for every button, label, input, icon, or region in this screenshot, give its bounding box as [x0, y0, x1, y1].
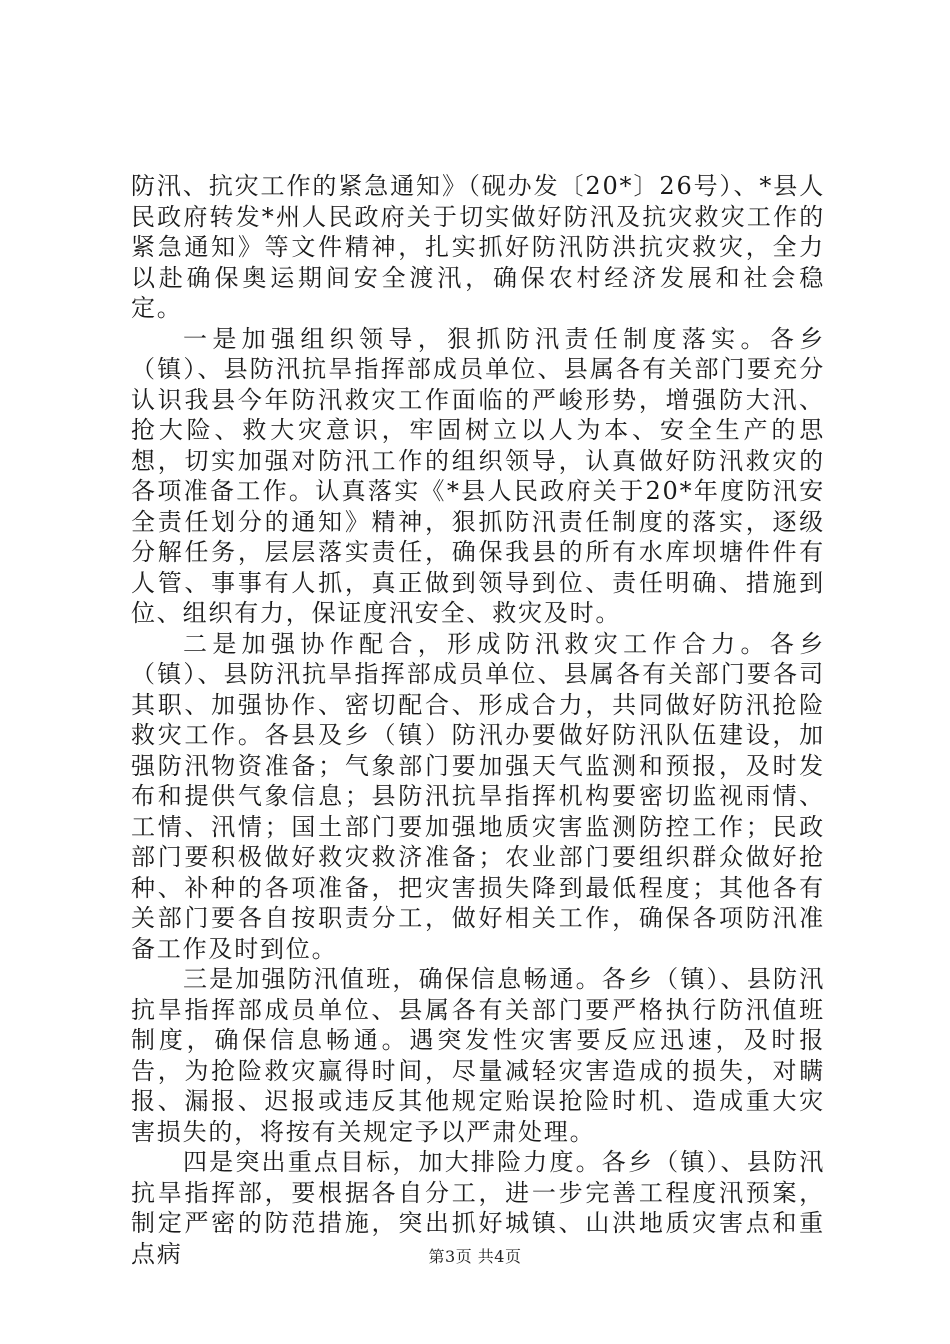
- paragraph-coordination: 二是加强协作配合，形成防汛救灾工作合力。各乡（镇）、县防汛抗旱指挥部成员单位、县属各有关部门要各司其职、加强协作、密切配合、形成合力，共同做好防汛抢险救灾工作。各县及乡（镇）防汛办要做好防汛队伍建设，加强防汛物资准备；气象部门要加强天气监测和预报，及时发布和提供气象信息；县防汛抗旱指挥机构要密切监视雨情、工情、汛情；国土部门要加强地质灾害监测防控工作；民政部门要积极做好救灾救济准备；农业部门要组织群众做好抢种、补种的各项准备，把灾害损失降到最低程度；其他各有关部门要各自按职责分工，做好相关工作，确保各项防汛准备工作及时到位。: [131, 629, 825, 963]
- paragraph-key-targets: 四是突出重点目标，加大排险力度。各乡（镇）、县防汛抗旱指挥部，要根据各自分工，进一步完善工程度汛预案，制定严密的防范措施，突出抓好城镇、山洪地质灾害点和重点病: [131, 1148, 825, 1268]
- page-number-footer: 第3页 共4页: [428, 1247, 522, 1266]
- paragraph-organization-leadership: 一是加强组织领导，狠抓防汛责任制度落实。各乡（镇）、县防汛抗旱指挥部成员单位、县属各有关部门要充分认识我县今年防汛救灾工作面临的严峻形势，增强防大汛、抢大险、救大灾意识，牢固树立以人为本、安全生产的思想，切实加强对防汛工作的组织领导，认真做好防汛救灾的各项准备工作。认真落实《*县人民政府关于20*年度防汛安全责任划分的通知》精神，狠抓防汛责任制度的落实，逐级分解任务，层层落实责任，确保我县的所有水库坝塘件件有人管、事事有人抓，真正做到领导到位、责任明确、措施到位、组织有力，保证度汛安全、救灾及时。: [131, 324, 825, 627]
- document-body: [131, 171, 825, 1269]
- paragraph-continuation: 防汛、抗灾工作的紧急通知》（砚办发〔20*〕26号）、*县人民政府转发*州人民政府关于切实做好防汛及抗灾救灾工作的紧急通知》等文件精神，扎实抓好防汛防洪抗灾救灾，全力以赴确保奥运期间安全渡汛，确保农村经济发展和社会稳定。: [131, 172, 825, 322]
- paragraph-duty-shift: 三是加强防汛值班，确保信息畅通。各乡（镇）、县防汛抗旱指挥部成员单位、县属各有关部门要严格执行防汛值班制度，确保信息畅通。遇突发性灾害要反应迅速，及时报告，为抢险救灾赢得时间，尽量减轻灾害造成的损失，对瞒报、漏报、迟报或违反其他规定贻误抢险时机、造成重大灾害损失的，将按有关规定予以严肃处理。: [131, 965, 825, 1146]
